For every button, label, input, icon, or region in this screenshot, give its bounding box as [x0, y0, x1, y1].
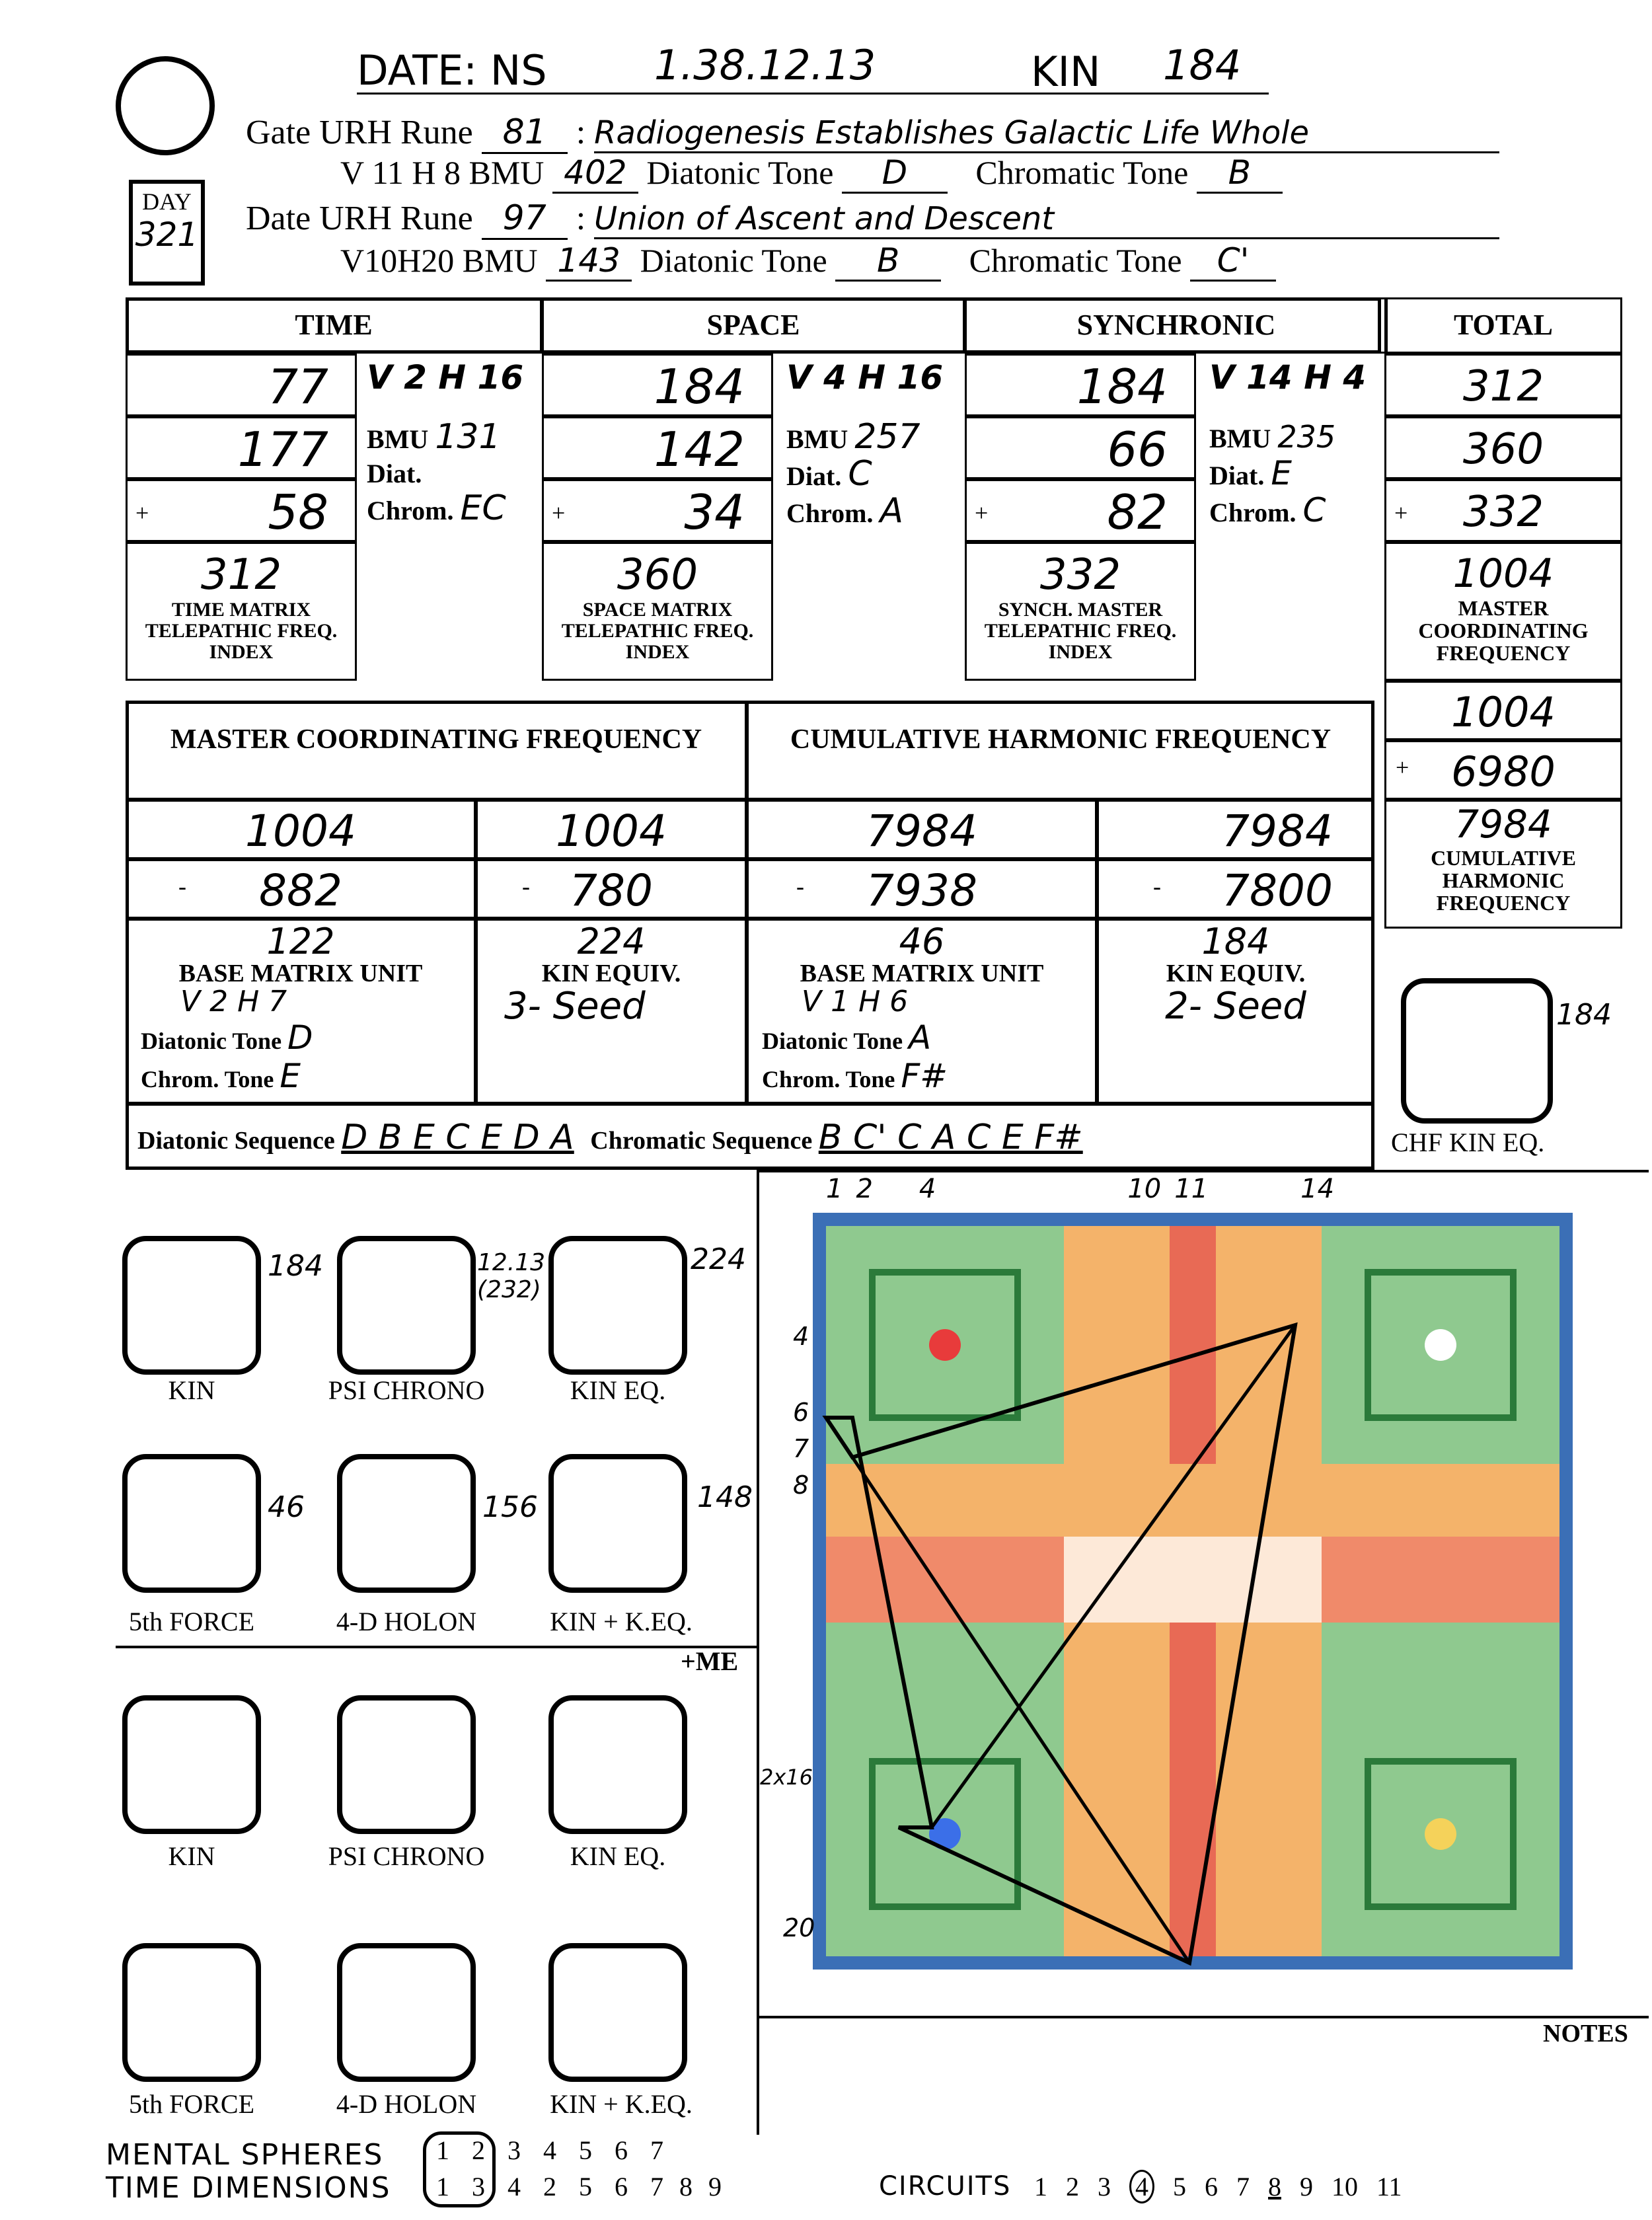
mcf-b3: 224	[577, 921, 646, 962]
time-diat: E	[460, 488, 482, 528]
circuit-3: 3	[1098, 2172, 1111, 2201]
kin-value: 184	[1163, 41, 1242, 89]
kin-equiv-label-1: KIN EQUIV.	[541, 960, 681, 987]
synch-bmu-label: BMU	[1209, 424, 1271, 453]
kin-keq-blank-caption: KIN + K.EQ.	[550, 2089, 693, 2119]
date-label: DATE: NS	[357, 46, 547, 95]
time-value-1: 77	[126, 354, 357, 416]
notes-label: NOTES	[1543, 2020, 1628, 2048]
holon-blank-caption: 4-D HOLON	[336, 2089, 477, 2119]
space-plus: +	[552, 500, 566, 526]
gate-diatonic: D	[842, 153, 948, 194]
chf-kin-eq-glyph-icon	[1401, 978, 1553, 1124]
total-sum-cell	[1384, 542, 1622, 681]
date-rune-line: Date URH Rune 97 : Union of Ascent and Descent	[246, 198, 1499, 240]
time-diat-label: Diat.	[367, 459, 422, 488]
space-value-2: 142	[542, 416, 773, 479]
total-value-1: 312	[1384, 354, 1622, 416]
mental-spheres-label: MENTAL SPHERES	[106, 2138, 384, 2172]
synch-value-2: 66	[965, 416, 1196, 479]
time-plus: +	[135, 500, 149, 526]
synch-sum: 332	[1039, 551, 1121, 599]
synch-plus: +	[975, 500, 989, 526]
td-4: 4	[507, 2172, 521, 2201]
left-mark-8: 8	[793, 1471, 809, 1500]
circuit-7: 7	[1236, 2172, 1250, 2201]
fifth-force-caption: 5th FORCE	[128, 1607, 255, 1636]
gate-diatonic-label: Diatonic Tone	[646, 154, 834, 191]
psi-chrono-glyph-icon	[337, 1236, 476, 1375]
time-value-3: 58	[126, 479, 357, 542]
base-diat-1: D	[287, 1018, 313, 1057]
diatonic-seq-label: Diatonic Sequence	[137, 1127, 335, 1155]
total-caption: MASTER COORDINATING FREQUENCY	[1418, 596, 1589, 665]
kin-eq-glyph-icon	[548, 1236, 687, 1375]
synch-diat-label: Diat.	[1209, 461, 1265, 490]
date-rune-name: Union of Ascent and Descent	[594, 200, 1499, 239]
time-sum-cell	[126, 542, 357, 681]
kin-keq-note: 148	[697, 1480, 753, 1514]
space-vh: V 4 H 16	[786, 358, 944, 397]
mcf-d1: 7984	[1097, 800, 1374, 859]
mcf-c2: 7938	[747, 859, 1097, 919]
kin-equiv-label-2: KIN EQUIV.	[1166, 960, 1306, 987]
time-sum: 312	[200, 551, 282, 599]
chf-side-plus: +	[1396, 754, 1409, 781]
time-value-2: 177	[126, 416, 357, 479]
minus-a: -	[178, 873, 186, 899]
minus-b: -	[522, 873, 530, 899]
mcf-a3: 122	[266, 921, 335, 962]
psi-chrono-caption: PSI CHRONO	[328, 1375, 485, 1405]
mcf-a1: 1004	[126, 800, 476, 859]
gate-detail-line	[340, 153, 1283, 194]
synch-caption: SYNCH. MASTER TELEPATHIC FREQ. INDEX	[984, 599, 1177, 663]
time-chrom: C	[482, 488, 506, 528]
synch-sum-cell	[965, 542, 1196, 681]
core-tl	[929, 1329, 961, 1361]
circuits-label: CIRCUITS	[879, 2171, 1012, 2201]
date-bmu: 143	[546, 241, 632, 282]
sphere-circle-1-2	[423, 2131, 496, 2207]
space-header: SPACE	[542, 297, 965, 354]
synch-vh: V 14 H 4	[1209, 358, 1367, 397]
left-mark-20: 20	[783, 1913, 815, 1942]
gate-vh: V 11 H 8	[340, 154, 461, 191]
date-underline	[357, 93, 1269, 95]
day-label: DAY	[142, 188, 192, 215]
left-mark-6: 6	[793, 1398, 809, 1427]
chf-side-1: 1004	[1384, 681, 1622, 740]
date-vh: V10H20	[340, 242, 455, 279]
synch-value-3: 82	[965, 479, 1196, 542]
kin-glyph-icon	[122, 1236, 261, 1375]
total-header: TOTAL	[1384, 297, 1622, 354]
holon-glyph-icon	[337, 1454, 476, 1593]
chf-kin-eq-caption: CHF KIN EQ.	[1391, 1128, 1545, 1157]
gate-name: Radiogenesis Establishes Galactic Life Whole	[594, 114, 1499, 153]
gate-value: 81	[482, 112, 568, 154]
base-diat-2: A	[909, 1018, 932, 1057]
mcf-b2: 780	[476, 859, 747, 919]
kin-keq-caption: KIN + K.EQ.	[550, 1607, 693, 1636]
left-mark-7: 7	[793, 1434, 809, 1463]
gate-chromatic: B	[1197, 153, 1283, 194]
fifth-force-note: 46	[268, 1490, 305, 1524]
td-9: 9	[708, 2172, 722, 2201]
base-diat-label-2: Diatonic Tone	[762, 1028, 903, 1054]
td-2: 2	[543, 2172, 556, 2201]
holon-note: 156	[482, 1490, 538, 1524]
kin-equiv-cell-1	[476, 919, 747, 1104]
circuit-10: 10	[1332, 2172, 1358, 2201]
total-value-3: 332	[1384, 479, 1622, 542]
date-diatonic: B	[835, 241, 941, 282]
kin-equiv-1: 3- Seed	[504, 985, 646, 1028]
mcf-b1: 1004	[476, 800, 747, 859]
total-value-2: 360	[1384, 416, 1622, 479]
space-sum: 360	[617, 551, 698, 599]
base-chrom-label-1: Chrom. Tone	[141, 1066, 274, 1092]
date-diatonic-label: Diatonic Tone	[640, 242, 827, 279]
synch-header: SYNCHRONIC	[965, 297, 1388, 354]
holon-blank-glyph-icon	[337, 1943, 476, 2082]
base-chrom-2: F#	[901, 1057, 948, 1095]
space-diat: C	[848, 454, 872, 494]
base-vh-2: V 1 H 6	[802, 985, 909, 1018]
psi-chrono-blank-caption: PSI CHRONO	[328, 1841, 485, 1871]
td-8: 8	[679, 2172, 693, 2201]
circuit-6: 6	[1205, 2172, 1218, 2201]
mcf-c3: 46	[899, 921, 945, 962]
top-mark-10: 10	[1127, 1174, 1162, 1204]
ms-1: 1	[436, 2135, 449, 2165]
chromatic-seq: B C' C A C E F#	[818, 1118, 1083, 1157]
synch-value-1: 184	[965, 354, 1196, 416]
date-rune-value: 97	[482, 198, 568, 240]
chf-side-3: 7984	[1454, 802, 1552, 847]
circuit-1: 1	[1034, 2172, 1047, 2201]
left-mark-2x16: 2x16	[760, 1765, 813, 1790]
holomind-grid-icon	[813, 1213, 1573, 1970]
gate-bmu-label: BMU	[469, 154, 544, 191]
kin-keq-glyph-icon	[548, 1454, 687, 1593]
space-value-3: 34	[542, 479, 773, 542]
base-chrom-1: E	[280, 1057, 301, 1095]
mcf-d3: 184	[1201, 921, 1270, 962]
synch-info	[1209, 360, 1366, 530]
top-mark-1: 1	[826, 1174, 843, 1204]
me-label: +ME	[681, 1646, 739, 1676]
space-sum-cell	[542, 542, 773, 681]
space-diat-label: Diat.	[786, 461, 842, 491]
me-panel-border	[116, 1646, 757, 1648]
time-caption: TIME MATRIX TELEPATHIC FREQ. INDEX	[145, 599, 338, 663]
circuit-2: 2	[1066, 2172, 1079, 2201]
space-value-1: 184	[542, 354, 773, 416]
psi-chrono-blank-glyph-icon	[337, 1695, 476, 1834]
space-chrom: A	[880, 491, 904, 531]
time-chrom-label: Chrom.	[367, 496, 454, 525]
kin-equiv-cell-2	[1097, 919, 1374, 1104]
circuit-4: 4	[1129, 2170, 1154, 2203]
fifth-force-blank-glyph-icon	[122, 1943, 261, 2082]
psi-chrono-note: 12.13 (232)	[477, 1249, 546, 1303]
kin-eq-note: 224	[691, 1243, 746, 1276]
kin-blank-glyph-icon	[122, 1695, 261, 1834]
space-bmu: 257	[854, 417, 920, 457]
synch-chrom: C	[1302, 491, 1326, 529]
top-mark-2: 2	[856, 1174, 873, 1204]
base-matrix-cell-2	[747, 919, 1097, 1104]
chf-header: CUMULATIVE HARMONIC FREQUENCY	[747, 701, 1374, 800]
ms-2: 2	[472, 2135, 485, 2165]
kin-eq-blank-caption: KIN EQ.	[570, 1841, 666, 1871]
base-matrix-label-2: BASE MATRIX UNIT	[800, 960, 1044, 987]
mcf-d2: 7800	[1097, 859, 1374, 919]
kin-keq-blank-glyph-icon	[548, 1943, 687, 2082]
ms-4: 4	[543, 2135, 556, 2165]
date-detail-line	[340, 241, 1276, 282]
circuit-5: 5	[1173, 2172, 1186, 2201]
time-dimensions-label: TIME DIMENSIONS	[106, 2171, 391, 2205]
center-h-orange	[826, 1464, 1559, 1537]
base-chrom-label-2: Chrom. Tone	[762, 1066, 895, 1092]
time-bmu: 131	[435, 417, 501, 457]
total-plus: +	[1394, 500, 1408, 526]
chf-side-total-cell	[1384, 800, 1622, 929]
mcf-a2: 882	[126, 859, 476, 919]
left-mark-4: 4	[793, 1322, 809, 1351]
circuit-8: 8	[1268, 2172, 1281, 2201]
kin-eq-caption: KIN EQ.	[570, 1375, 666, 1405]
space-caption: SPACE MATRIX TELEPATHIC FREQ. INDEX	[561, 599, 754, 663]
synch-diat: E	[1271, 454, 1292, 492]
gate-line: Gate URH Rune 81 : Radiogenesis Establishes Galactic Life Whole	[246, 112, 1499, 154]
chf-side-caption: CUMULATIVE HARMONIC FREQUENCY	[1431, 846, 1576, 915]
circuit-11: 11	[1376, 2172, 1402, 2201]
base-diat-label-1: Diatonic Tone	[141, 1028, 282, 1054]
td-3: 3	[472, 2172, 485, 2201]
total-sum: 1004	[1452, 551, 1554, 597]
space-info	[786, 360, 943, 531]
kin-label: KIN	[1031, 48, 1101, 96]
synch-bmu: 235	[1277, 419, 1336, 455]
day-box	[129, 180, 205, 286]
minus-d: -	[1153, 873, 1161, 899]
chromatic-seq-label: Chromatic Sequence	[590, 1127, 813, 1155]
base-matrix-label-1: BASE MATRIX UNIT	[178, 960, 423, 987]
kin-caption: KIN	[168, 1375, 215, 1405]
mcf-header: MASTER COORDINATING FREQUENCY	[126, 701, 747, 800]
circuit-nums	[1034, 2171, 1402, 2202]
space-chrom-label: Chrom.	[786, 498, 874, 528]
kin-blank-caption: KIN	[168, 1841, 215, 1871]
gate-bmu: 402	[552, 153, 638, 194]
sequence-row	[126, 1104, 1374, 1170]
chf-kin-eq-num: 184	[1556, 998, 1612, 1032]
fifth-force-blank-caption: 5th FORCE	[128, 2089, 255, 2119]
day-value: 321	[135, 215, 199, 254]
time-header: TIME	[126, 297, 542, 354]
ms-3: 3	[507, 2135, 521, 2165]
base-matrix-cell-1	[126, 919, 476, 1104]
gate-label: Gate URH Rune	[246, 114, 473, 151]
date-chromatic: C'	[1190, 241, 1276, 282]
time-bmu-label: BMU	[367, 424, 429, 454]
core-br	[1425, 1818, 1456, 1850]
top-mark-4: 4	[919, 1174, 936, 1204]
ms-5: 5	[579, 2135, 592, 2165]
grid-top-marks	[826, 1173, 1334, 1204]
td-1: 1	[436, 2172, 449, 2201]
gate-chromatic-label: Chromatic Tone	[975, 154, 1189, 191]
kin-note: 184	[268, 1249, 323, 1283]
td-5: 5	[579, 2172, 592, 2201]
date-bmu-label: BMU	[462, 242, 538, 279]
notes-divider	[757, 2016, 1649, 2018]
date-rune-label: Date URH Rune	[246, 200, 473, 237]
fifth-force-glyph-icon	[122, 1454, 261, 1593]
kin-equiv-2: 2- Seed	[1165, 985, 1306, 1028]
top-mark-14: 14	[1300, 1174, 1335, 1204]
logo-circle-icon	[116, 56, 215, 155]
diatonic-seq: D B E C E D A	[341, 1118, 574, 1157]
ms-7: 7	[650, 2135, 663, 2165]
center-white	[1064, 1537, 1322, 1623]
circuit-9: 9	[1300, 2172, 1313, 2201]
td-6: 6	[615, 2172, 628, 2201]
time-vh: V 2 H 16	[367, 358, 524, 397]
holon-caption: 4-D HOLON	[336, 1607, 477, 1636]
date-chromatic-label: Chromatic Tone	[969, 242, 1182, 279]
td-7: 7	[650, 2172, 663, 2201]
date-value: 1.38.12.13	[654, 41, 876, 89]
chf-side-2: 6980	[1384, 740, 1622, 800]
time-info	[367, 360, 523, 528]
space-bmu-label: BMU	[786, 424, 848, 454]
mcf-c1: 7984	[747, 800, 1097, 859]
base-vh-1: V 2 H 7	[180, 985, 287, 1018]
ms-6: 6	[615, 2135, 628, 2165]
synch-chrom-label: Chrom.	[1209, 498, 1296, 527]
core-tr	[1425, 1329, 1456, 1361]
kin-eq-blank-glyph-icon	[548, 1695, 687, 1834]
minus-c: -	[796, 873, 804, 899]
top-mark-11: 11	[1174, 1174, 1209, 1204]
